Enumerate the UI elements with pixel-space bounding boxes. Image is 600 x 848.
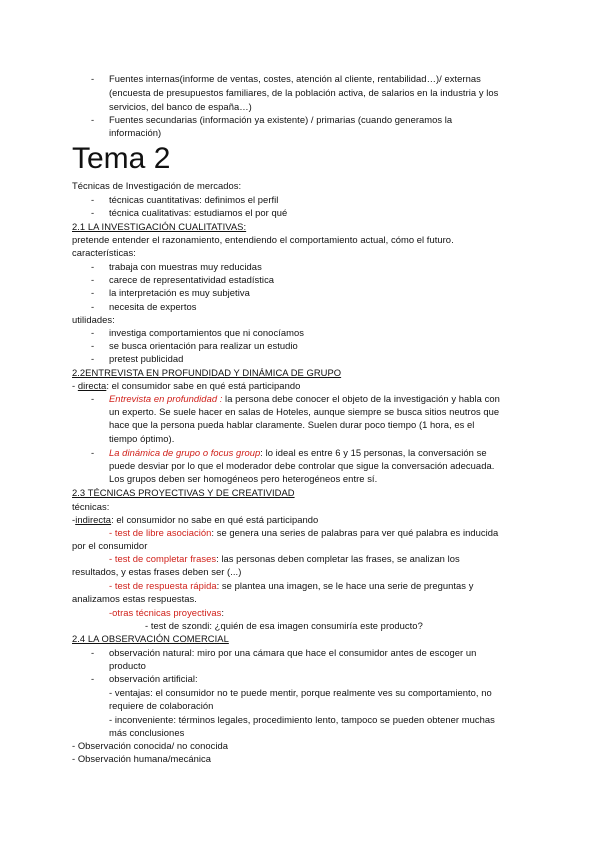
bullet: -: [91, 647, 95, 658]
libre-line-1: [109, 526, 498, 539]
characteristic-item: trabaja con muestras muy reducidas: [109, 261, 262, 272]
inconveniente-line-1: - inconveniente: términos legales, procedimiento lento, tampoco se pueden obtener muchas: [109, 714, 495, 725]
bullet: -: [91, 340, 95, 351]
bullet: -: [91, 447, 95, 458]
entrevista-line-2: un experto. Se suele hacer en salas de Hoteles, aunque siempre se busca sitios neutros que: [109, 406, 500, 417]
bullet: -: [91, 114, 95, 125]
entrevista-line-4: tiempo óptimo).: [109, 433, 175, 444]
libre-text: : se genera una series de palabras para ver qué palabra es inducida: [211, 527, 499, 538]
bullet: -: [91, 73, 95, 84]
entrevista-line-3: hace que la persona pueda hablar claramente. Suelen durar poco tiempo (1 hora, es el: [109, 419, 475, 430]
inconveniente-line-2: más conclusiones: [109, 727, 185, 738]
libre-line-2: por el consumidor: [72, 540, 148, 551]
techniques-label: técnicas:: [72, 501, 110, 512]
dinamica-text: : lo ideal es entre 6 y 15 personas, la conversación se: [260, 447, 487, 458]
bullet: -: [91, 327, 95, 338]
rapida-line-1: [109, 579, 473, 592]
source-item-1-line-2: (encuesta de presupuestos familiares, de la población activa, de salarios en la industria y los: [109, 87, 499, 98]
bullet: -: [91, 301, 95, 312]
libre-label: - test de libre asociación: [109, 527, 212, 538]
otras-colon: :: [221, 607, 224, 618]
dinamica-line-1: [109, 446, 487, 459]
ventajas-line-1: - ventajas: el consumidor no te puede mentir, porque realmente ves su comportamiento, no: [109, 687, 492, 698]
bullet: -: [91, 393, 95, 404]
indirect-prefix: -: [72, 514, 76, 525]
characteristic-item: la interpretación es muy subjetiva: [109, 287, 250, 298]
source-item-2-line-2: información): [109, 127, 162, 138]
entrevista-line-1: [109, 392, 500, 405]
intro-item-1: técnicas cuantitativas: definimos el perfil: [109, 194, 279, 205]
bullet: -: [91, 261, 95, 272]
characteristic-item: necesita de expertos: [109, 301, 197, 312]
indirect-label: indirecta: [75, 514, 112, 525]
ventajas-line-2: requiere de colaboración: [109, 700, 214, 711]
bullet: -: [91, 287, 95, 298]
indirect-text: : el consumidor no sabe en qué está participando: [111, 514, 319, 525]
intro-item-2: técnica cualitativas: estudiamos el por qué: [109, 207, 288, 218]
direct-text: : el consumidor sabe en qué está participando: [106, 380, 301, 391]
rapida-label: - test de respuesta rápida: [109, 580, 217, 591]
source-item-1-line-1: Fuentes internas(informe de ventas, costes, atención al cliente, rentabilidad…)/ externas: [109, 73, 481, 84]
page-title: Tema 2: [72, 142, 171, 175]
indirect-line: [72, 513, 318, 526]
section-2-4-heading: 2.4 LA OBSERVACIÓN COMERCIAL: [72, 633, 229, 644]
completar-line-1: [109, 552, 460, 565]
section-2-3-heading: 2.3 TÉCNICAS PROYECTIVAS Y DE CREATIVIDAD: [72, 487, 295, 498]
completar-label: - test de completar frases: [109, 553, 217, 564]
utilities-label: utilidades:: [72, 314, 115, 325]
section-2-1-text: pretende entender el razonamiento, entendiendo el comportamiento actual, cómo el futuro.: [72, 234, 454, 245]
dinamica-label: La dinámica de grupo o focus group: [109, 447, 261, 458]
natural-line-1: observación natural: miro por una cámara que hace el consumidor antes de escoger un: [109, 647, 477, 658]
entrevista-label: Entrevista en profundidad :: [109, 393, 223, 404]
direct-prefix: -: [72, 380, 78, 391]
utility-item: se busca orientación para realizar un estudio: [109, 340, 298, 351]
observacion-conocida: - Observación conocida/ no conocida: [72, 740, 229, 751]
section-2-1-heading: 2.1 LA INVESTIGACIÓN CUALITATIVAS:: [72, 221, 247, 232]
utility-item: investiga comportamientos que ni conocíamos: [109, 327, 304, 338]
completar-line-2: resultados, y estas frases deben ser (...): [72, 566, 242, 577]
artificial-line: observación artificial:: [109, 673, 198, 684]
utility-item: pretest publicidad: [109, 353, 184, 364]
natural-line-2: producto: [109, 660, 146, 671]
direct-label: directa: [77, 380, 107, 391]
dinamica-line-2: puede desviar por lo que el moderador debe controlar que sigue la conversación adecuada.: [109, 460, 495, 471]
intro-heading: Técnicas de Investigación de mercados:: [72, 180, 242, 191]
otras-line: [109, 606, 224, 619]
characteristic-item: carece de representatividad estadística: [109, 274, 275, 285]
characteristics-label: características:: [72, 247, 136, 258]
direct-line: [72, 379, 300, 392]
dinamica-line-3: Los grupos deben ser homogéneos pero heterogéneos entre sí.: [109, 473, 378, 484]
otras-label: -otras técnicas proyectivas: [109, 607, 222, 618]
completar-text: : las personas deben completar las frases, se analizan los: [216, 553, 460, 564]
bullet: -: [91, 207, 95, 218]
szondi-line: - test de szondi: ¿quién de esa imagen consumiría este producto?: [145, 620, 423, 631]
source-item-1-line-3: servicios, del banco de españa…): [109, 101, 252, 112]
section-2-2-heading: 2.2ENTREVISTA EN PROFUNDIDAD Y DINÁMICA DE GRUPO: [72, 367, 342, 378]
observacion-humana: - Observación humana/mecánica: [72, 753, 212, 764]
bullet: -: [91, 274, 95, 285]
rapida-line-2: analizamos estas respuestas.: [72, 593, 197, 604]
source-item-2-line-1: Fuentes secundarias (información ya existente) / primarias (cuando generamos la: [109, 114, 453, 125]
rapida-text: : se plantea una imagen, se le hace una serie de preguntas y: [216, 580, 474, 591]
bullet: -: [91, 194, 95, 205]
entrevista-text: la persona debe conocer el objeto de la investigación y habla con: [222, 393, 500, 404]
bullet: -: [91, 673, 95, 684]
bullet: -: [91, 353, 95, 364]
